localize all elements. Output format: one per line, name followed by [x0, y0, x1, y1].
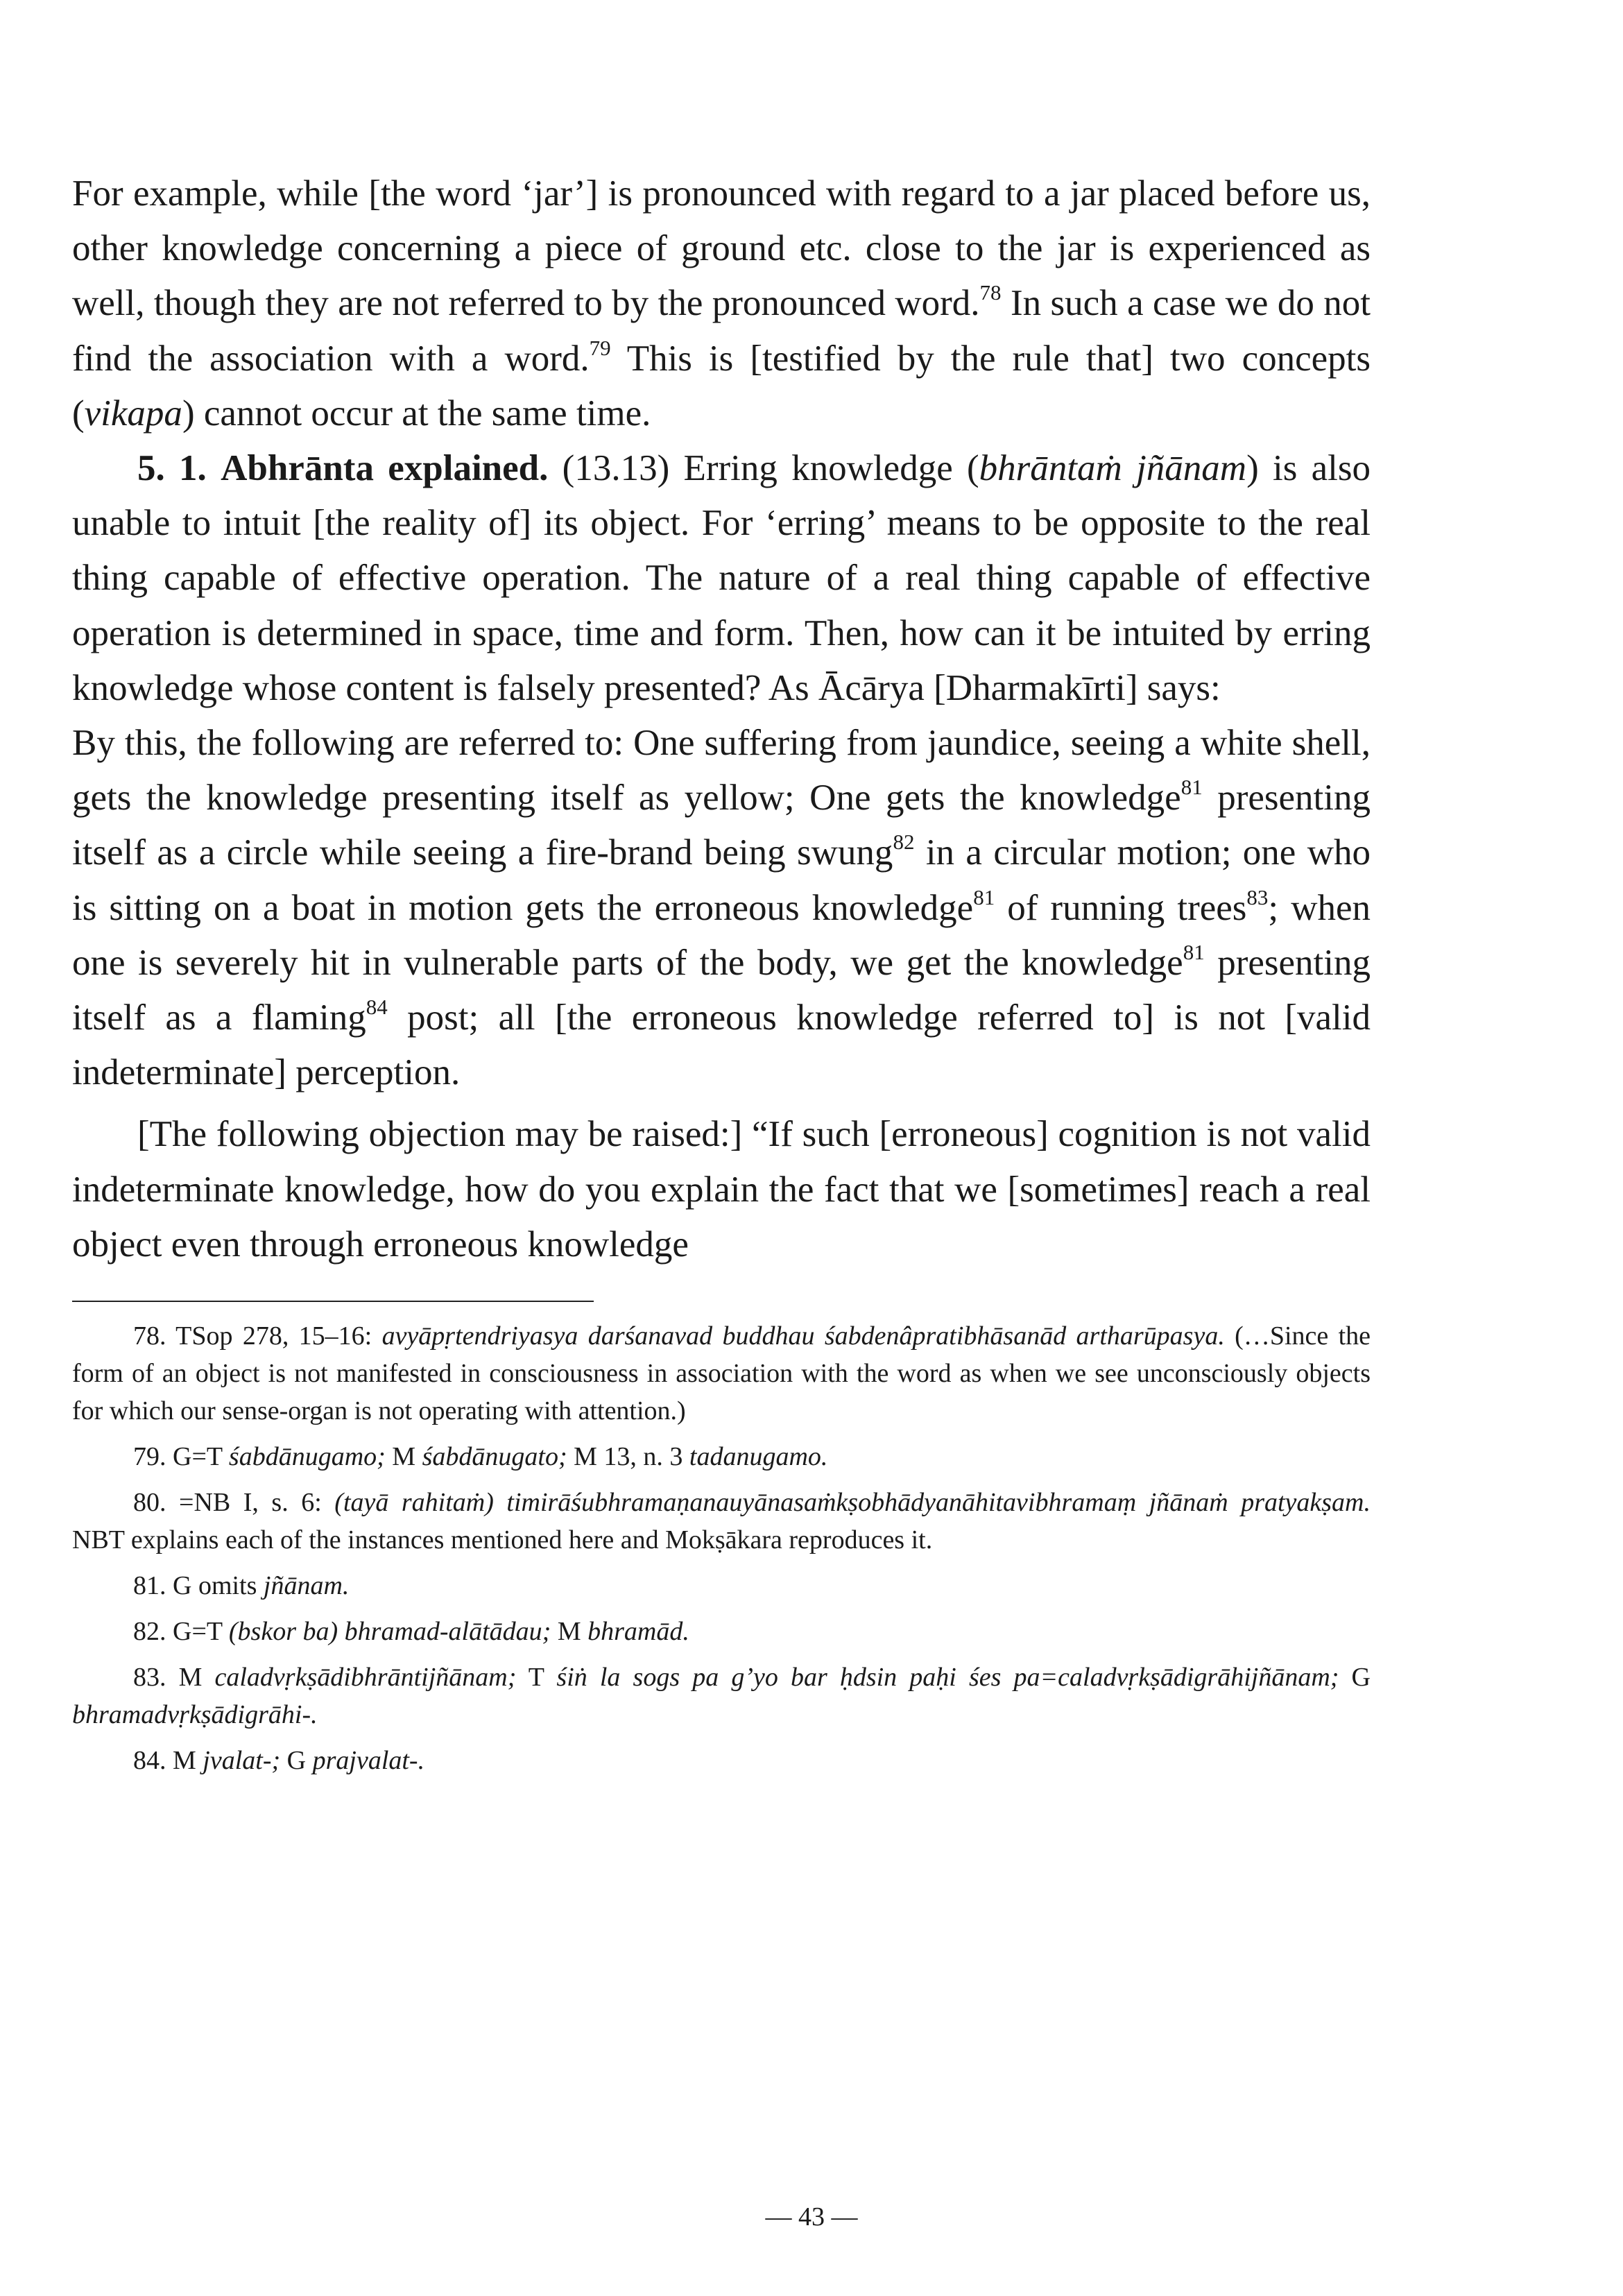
text-run: G=T	[166, 1442, 229, 1472]
text-run: in a circular motion; one who is sitting on a boat in motion gets the erroneous knowledge	[72, 832, 1371, 928]
text-run: T	[516, 1663, 557, 1693]
text-run: ) is also unable to intuit [the reality of] its object. For ‘erring’ means to be opposite to the real thing capable of effective operation. The nature of a real thing capable of effective operation is determined in space, time and form. Then, how can it be intuited by erring knowledge whose content is falsely presented? As Ācārya [Dharmakīrti] says:	[72, 448, 1371, 708]
footnote-ref: 79	[589, 335, 611, 360]
text-run: In such a case we do not find the association with a word.	[72, 283, 1371, 379]
sanskrit-term: śabdānugato;	[422, 1442, 567, 1472]
footnote-ref: 83	[1246, 884, 1269, 909]
text-run: [The following objection may be raised:] “If such [erroneous] cognition is not valid indeterminate knowledge, how do you explain the fact that we [sometimes] reach a real object even through erroneous knowledge	[72, 1114, 1371, 1265]
footnote-80	[72, 1484, 1371, 1559]
footnote-label: 83.	[133, 1663, 166, 1693]
footnote-label: 81.	[133, 1571, 166, 1601]
sanskrit-term: (bskor ba) bhramad-alātādau;	[228, 1617, 551, 1647]
text-run: M	[385, 1442, 422, 1472]
footnote-ref: 81	[1183, 939, 1205, 964]
text-run: G=T	[166, 1617, 229, 1647]
text-run: G	[280, 1746, 313, 1776]
sanskrit-term: jvalat-;	[203, 1746, 281, 1776]
text-run: For example, while [the word ‘jar’] is pronounced with regard to a jar placed before us, other knowledge concerning a piece of ground etc. close to the jar is experienced as well, though they are not referred to by the pronounced word.	[72, 173, 1371, 324]
main-text	[72, 166, 1371, 1272]
footnote-78	[72, 1317, 1371, 1430]
footnote-83	[72, 1659, 1371, 1733]
paragraph	[72, 441, 1371, 716]
text-run: TSop 278, 15–16:	[166, 1321, 382, 1351]
footnote-82	[72, 1613, 1371, 1650]
text-run: M 13, n. 3	[567, 1442, 689, 1472]
text-run: =NB I, s. 6:	[166, 1488, 335, 1518]
text-run: presenting itself as a flaming	[72, 942, 1371, 1038]
footnote-ref: 81	[973, 884, 995, 909]
page-number: — 43 —	[765, 2202, 858, 2231]
sanskrit-term: jñānam.	[263, 1571, 350, 1601]
sanskrit-term: vikapa	[84, 393, 182, 434]
text-run: M	[166, 1663, 215, 1693]
footnote-81	[72, 1567, 1371, 1604]
sanskrit-term: avyāpṛtendriyasya darśanavad buddhau śabdenâpratibhāsanād artharūpasya.	[381, 1321, 1225, 1351]
text-run: of running trees	[995, 887, 1247, 928]
footnote-ref: 84	[366, 995, 388, 1020]
paragraph	[72, 716, 1371, 1100]
sanskrit-term: śiṅ la sogs pa g’yo bar ḥdsin paḥi śes pa=caladvṛkṣādigrāhijñānam;	[556, 1663, 1339, 1693]
footnote-ref: 82	[893, 830, 915, 855]
text-run: (…Since the form of an object is not manifested in consciousness in association with the word as when we see unconsciously objects for which our sense-organ is not operating with attention.)	[72, 1321, 1371, 1426]
text-run: ; when one is severely hit in vulnerable parts of the body, we get the knowledge	[72, 887, 1371, 983]
footnote-label: 79.	[133, 1442, 166, 1472]
sanskrit-term: bhramadvṛkṣādigrāhi-.	[72, 1700, 318, 1730]
sanskrit-term: tadanugamo.	[689, 1442, 828, 1472]
paragraph	[72, 166, 1371, 441]
text-run: NBT explains each of the instances mentioned here and Mokṣākara reproduces it.	[72, 1525, 933, 1555]
text-run: This is [testified by the rule that] two concepts (	[72, 338, 1371, 434]
footnote-label: 80.	[133, 1488, 166, 1518]
text-run: By this, the following are referred to: One suffering from jaundice, seeing a white shell, gets the knowledge presenting itself as yellow; One gets the knowledge	[72, 723, 1371, 819]
page-content	[72, 166, 1371, 1788]
footnote-label: 78.	[133, 1321, 166, 1351]
text-run: M	[551, 1617, 588, 1647]
footnotes	[72, 1317, 1371, 1779]
text-run: presenting itself as a circle while seeing a fire-brand being swung	[72, 778, 1371, 873]
text-run: (13.13) Erring knowledge (	[548, 448, 979, 489]
sanskrit-term: (tayā rahitaṁ) timirāśubhramaṇanauyānasaṁkṣobhādyanāhitavibhramaṃ jñānaṁ pratyakṣam.	[334, 1488, 1371, 1518]
footnote-84	[72, 1742, 1371, 1779]
sanskrit-term: śabdānugamo;	[228, 1442, 386, 1472]
sanskrit-term: bhramād.	[587, 1617, 689, 1647]
sanskrit-term: bhrāntaṁ jñānam	[979, 448, 1247, 489]
footnote-ref: 78	[979, 280, 1002, 305]
text-run: M	[166, 1746, 203, 1776]
text-run: ) cannot occur at the same time.	[182, 393, 651, 434]
footnote-ref: 81	[1180, 775, 1203, 800]
text-run: G omits	[166, 1571, 264, 1601]
paragraph	[72, 1107, 1371, 1272]
footnote-divider	[72, 1301, 594, 1302]
text-run: G	[1339, 1663, 1371, 1693]
footnote-79	[72, 1438, 1371, 1475]
text-run: post; all [the erroneous knowledge referred to] is not [valid indeterminate] perception.	[72, 997, 1371, 1093]
sanskrit-term: caladvṛkṣādibhrāntijñānam;	[214, 1663, 517, 1693]
footnote-label: 82.	[133, 1617, 166, 1647]
section-heading: Abhrānta explained.	[221, 448, 549, 489]
sanskrit-term: prajvalat-.	[312, 1746, 425, 1776]
section-number: 5. 1.	[137, 448, 207, 489]
footnote-label: 84.	[133, 1746, 166, 1776]
